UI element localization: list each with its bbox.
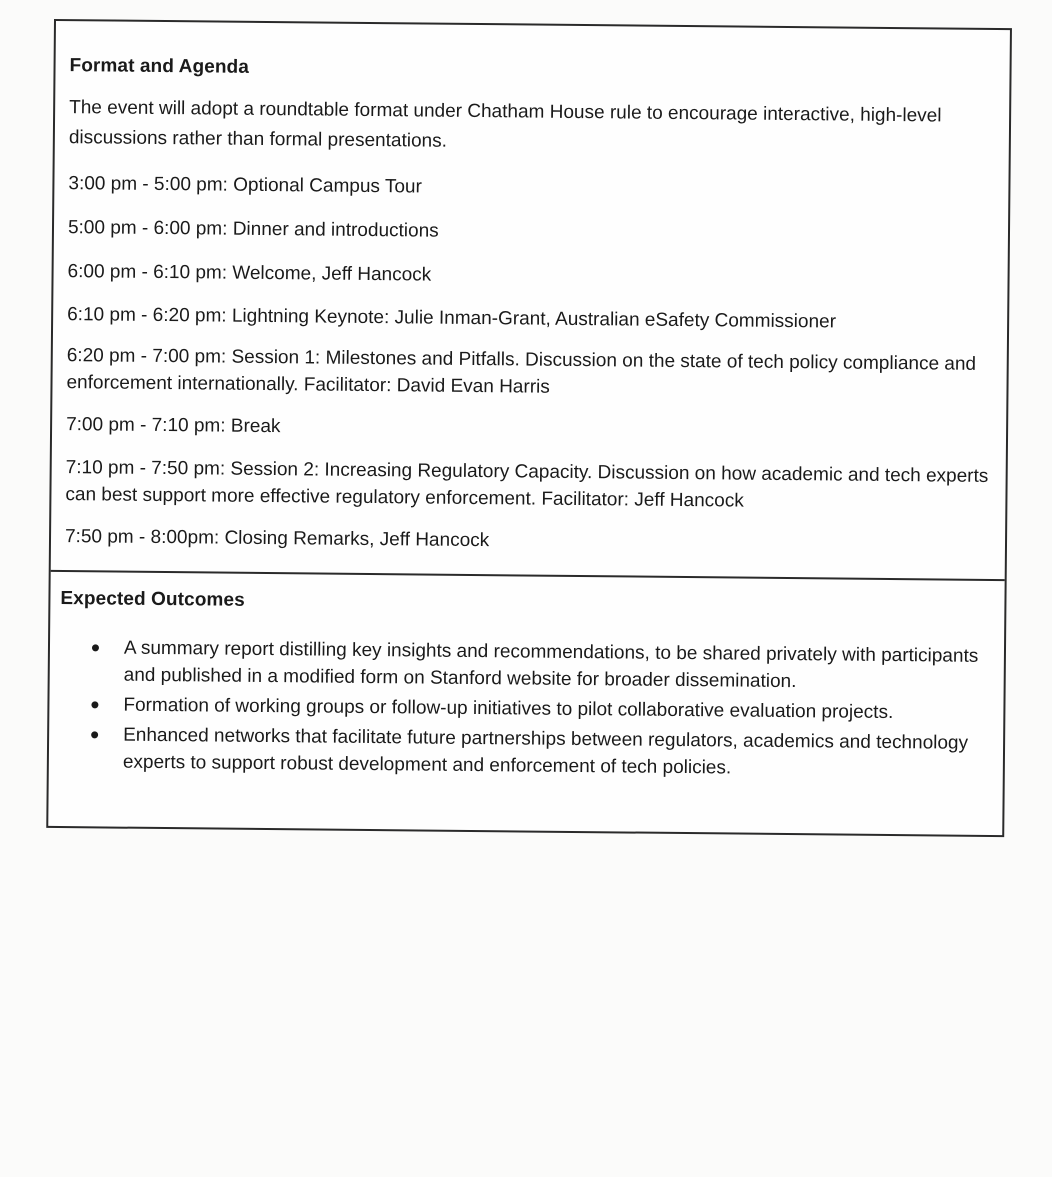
agenda-item: 7:10 pm - 7:50 pm: Session 2: Increasing Regulatory Capacity. Discussion on how academic and tech experts can best support more effective regulatory enforcement. Facilitator: Jeff Hancock [65, 457, 989, 512]
outcomes-list [59, 634, 988, 784]
bullet-icon [91, 731, 98, 738]
list-item [123, 722, 987, 784]
agenda-item: 6:10 pm - 6:20 pm: Lightning Keynote: Julie Inman-Grant, Australian eSafety Commissioner [67, 304, 837, 333]
bullet-icon [91, 701, 98, 708]
list-item-text: A summary report distilling key insights and recommendations, to be shared privately with participants and published in a modified form on Stanford website for broader dissemination. [123, 637, 979, 693]
expected-outcomes-section [48, 572, 1004, 835]
section-heading: Format and Agenda [69, 55, 250, 78]
agenda-item: 6:00 pm - 6:10 pm: Welcome, Jeff Hancock [67, 261, 432, 286]
intro-paragraph: The event will adopt a roundtable format under Chatham House rule to encourage interactive, high-level discussions rather than formal presentations. [68, 97, 942, 152]
agenda-item: 5:00 pm - 6:00 pm: Dinner and introductions [67, 217, 439, 242]
agenda-item: 7:50 pm - 8:00pm: Closing Remarks, Jeff Hancock [64, 526, 490, 552]
document-table [46, 19, 1012, 837]
list-item [124, 635, 988, 697]
agenda-item: 3:00 pm - 5:00 pm: Optional Campus Tour [68, 173, 422, 198]
agenda-item: 6:20 pm - 7:00 pm: Session 1: Milestones and Pitfalls. Discussion on the state of tech policy compliance and enforcement internationally. Facilitator: David Evan Harris [66, 345, 977, 398]
bullet-icon [92, 644, 99, 651]
section-heading: Expected Outcomes [60, 588, 245, 611]
list-item [123, 692, 987, 727]
list-item-text: Formation of working groups or follow-up initiatives to pilot collaborative evaluation projects. [123, 694, 894, 724]
format-and-agenda-section [51, 21, 1010, 581]
agenda-item: 7:00 pm - 7:10 pm: Break [66, 414, 281, 438]
list-item-text: Enhanced networks that facilitate future partnerships between regulators, academics and technology experts to support robust development and enforcement of tech policies. [122, 724, 969, 779]
